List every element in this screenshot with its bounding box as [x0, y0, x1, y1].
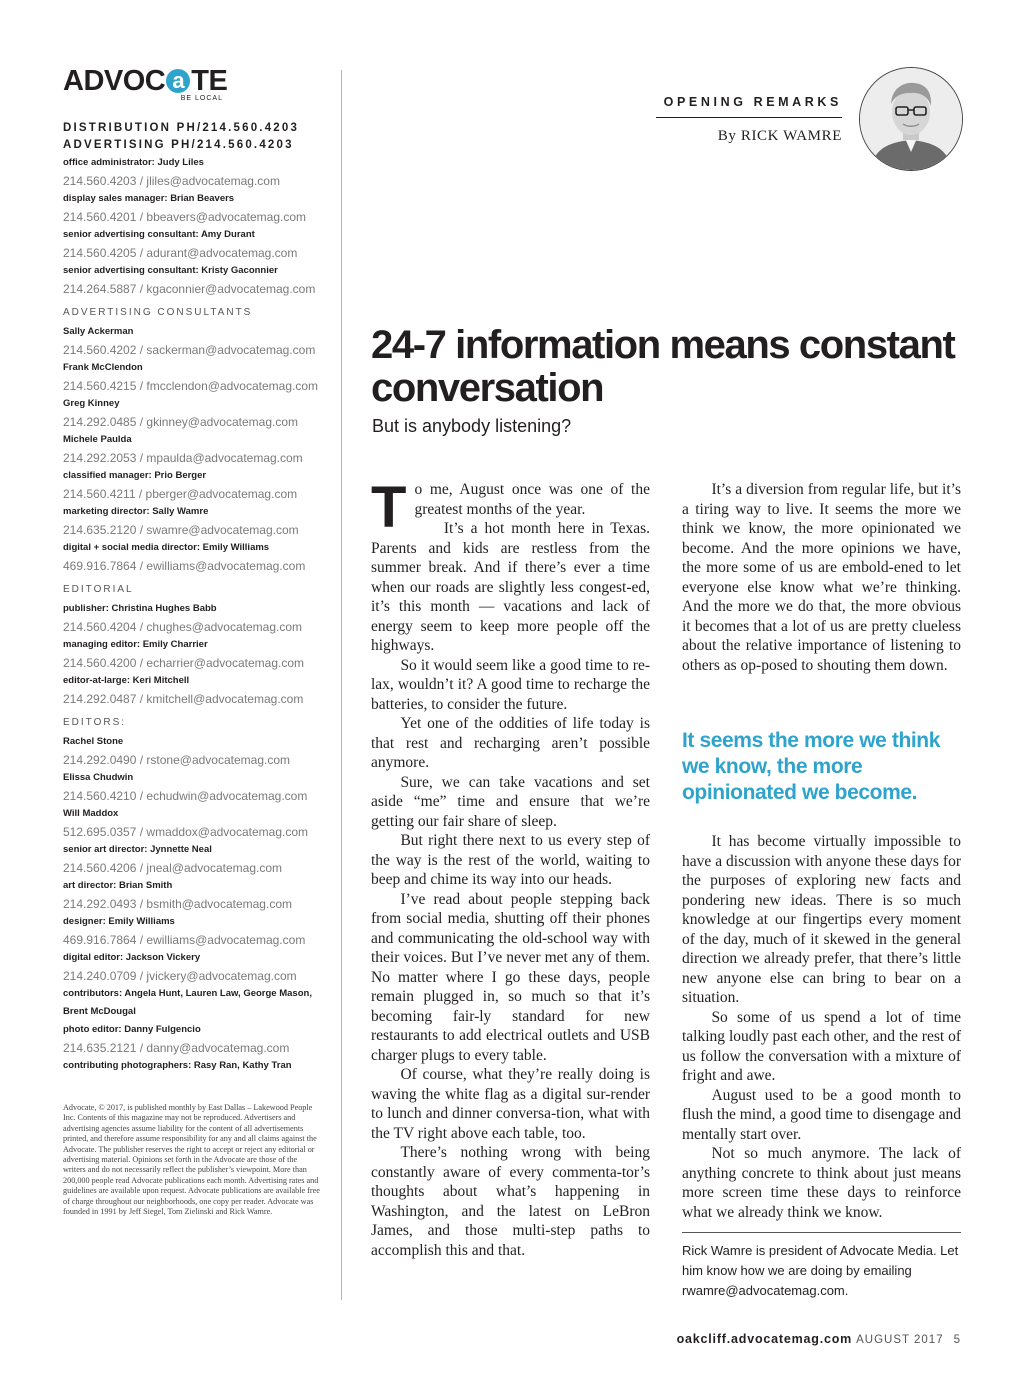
contributors-line: Brent McDougal: [63, 1006, 136, 1017]
staff-role: Michele Paulda: [63, 434, 132, 445]
contributors-line: contributors: Angela Hunt, Lauren Law, George Mason,: [63, 988, 312, 999]
staff-contact: 214.560.4210 / echudwin@advocatemag.com: [63, 789, 308, 803]
staff-role: digital + social media director: Emily Williams: [63, 542, 270, 553]
staff-role: designer: Emily Williams: [63, 916, 175, 927]
staff-role: art director: Brian Smith: [63, 880, 173, 891]
consultants-list: [63, 323, 333, 575]
staff-role: digital editor: Jackson Vickery: [63, 952, 201, 963]
article-paragraph: Sure, we can take vacations and set aside “me” time and ensure that we’re getting our fair share of sleep.: [371, 773, 650, 830]
article-paragraph: So it would seem like a good time to re-lax, wouldn’t it? A good time to recharge the batteries, to consider the future.: [371, 656, 650, 713]
portrait-illustration: [860, 68, 962, 170]
article-paragraph: Of course, what they’re really doing is waving the white flag as a digital sur-render to lunch and dinner conversa-tion, what with the TV right above each table, too.: [371, 1066, 650, 1142]
page-number: 5: [953, 1334, 960, 1346]
article-subhead: But is anybody listening?: [372, 416, 572, 436]
article-paragraph: I’ve read about people stepping back from social media, shutting off their phones and communicating the old-school way with their voices. But I’ve never met any of them. No matter where I go these days, people remain plugged in, so much so that it’s becoming fair-ly standard for new restaurants to add electrical outlets and USB charger plugs to every table.: [371, 890, 650, 1064]
staff-role: managing editor: Emily Charrier: [63, 639, 208, 650]
byline: By RICK WAMRE: [717, 128, 842, 144]
article-paragraph: Not so much anymore. The lack of anything concrete to think about just means more screen time these days to reinforce what we already think we know.: [682, 1145, 961, 1221]
staff-contact: 214.635.2121 / danny@advocatemag.com: [63, 1041, 290, 1055]
article-headline: 24-7 information means constant conversation: [371, 323, 955, 410]
article-paragraph: It’s a diversion from regular life, but it’s a tiring way to live. It seems the more we think we know, the more opinionated we become. And the more opinions we have, the more some of us are embold-ened to let everyone else know what we’re thinking. And the more we do that, the more obvious it becomes that a lot of us are pretty clueless about the relative importance of listening to others as op-posed to shouting them down.: [682, 481, 961, 674]
bio-rule: [682, 1232, 961, 1233]
staff-contact: 214.292.0493 / bsmith@advocatemag.com: [63, 897, 292, 911]
staff-role: senior advertising consultant: Kristy Gaconnier: [63, 265, 278, 276]
staff-role: editor-at-large: Keri Mitchell: [63, 675, 190, 686]
staff-contact: 469.916.7864 / ewilliams@advocatemag.com: [63, 933, 306, 947]
logo-tagline: BE LOCAL: [180, 95, 223, 102]
staff-role: Rachel Stone: [63, 736, 124, 747]
staff-role: display sales manager: Brian Beavers: [63, 193, 235, 204]
staff-contact: 214.560.4203 / jliles@advocatemag.com: [63, 174, 280, 188]
article-column-2-top: [682, 480, 961, 675]
staff-contact: 214.560.4205 / adurant@advocatemag.com: [63, 246, 298, 260]
photographers-line: contributing photographers: Rasy Ran, Kathy Tran: [63, 1060, 292, 1071]
staff-contact: 214.292.0490 / rstone@advocatemag.com: [63, 753, 290, 767]
editors-heading: EDITORS:: [63, 717, 127, 728]
article-column-2-bottom: [682, 832, 961, 1222]
staff-contact: 512.695.0357 / wmaddox@advocatemag.com: [63, 825, 308, 839]
staff-role: Sally Ackerman: [63, 326, 134, 337]
staff-role: publisher: Christina Hughes Babb: [63, 603, 217, 614]
masthead: [63, 66, 333, 1217]
staff-contact: 214.240.0709 / jvickery@advocatemag.com: [63, 969, 297, 983]
staff-list: [63, 154, 333, 298]
pull-quote: It seems the more we think we know, the more opinionated we become.: [682, 729, 941, 804]
footer-date: AUGUST 2017: [856, 1334, 944, 1346]
advertising-phone: ADVERTISING PH/214.560.4203: [63, 139, 294, 151]
advocate-logo[interactable]: ADVOC a TE: [63, 65, 228, 97]
staff-contact: 214.560.4204 / chughes@advocatemag.com: [63, 620, 303, 634]
article-paragraph: So some of us spend a lot of time talking loudly past each other, and the rest of us follow the conversation with a mixture of fright and awe.: [682, 1008, 961, 1084]
staff-contact: 214.560.4202 / sackerman@advocatemag.com: [63, 343, 316, 357]
staff-role: senior art director: Jynnette Neal: [63, 844, 212, 855]
article-paragraph: But right there next to us every step of the way is the rest of the world, waiting to beep and chime its way into our heads.: [371, 832, 650, 888]
article-paragraph: August used to be a good month to flush the mind, a good time to disengage and mentally start over.: [682, 1086, 961, 1143]
staff-contact: 214.560.4200 / echarrier@advocatemag.com: [63, 656, 304, 670]
editorial-heading: EDITORIAL: [63, 584, 134, 595]
phone-block: [63, 120, 333, 154]
staff-contact: 214.292.0487 / kmitchell@advocatemag.com: [63, 692, 304, 706]
page-footer: [600, 1330, 960, 1348]
advertising-consultants-heading: ADVERTISING CONSULTANTS: [63, 307, 253, 318]
staff-contact: 214.560.4215 / fmcclendon@advocatemag.com: [63, 379, 319, 393]
column-divider: [341, 70, 342, 1300]
staff-contact: 214.292.0485 / gkinney@advocatemag.com: [63, 415, 299, 429]
staff-contact: 214.560.4211 / pberger@advocatemag.com: [63, 487, 298, 501]
staff-contact: 214.292.2053 / mpaulda@advocatemag.com: [63, 451, 303, 465]
article-paragraph: To me, August once was one of the greatest months of the year.: [371, 475, 650, 540]
article-paragraph: Yet one of the oddities of life today is that rest and recharging aren’t possible anymore.: [371, 715, 650, 771]
staff-contact: 469.916.7864 / ewilliams@advocatemag.com: [63, 559, 306, 573]
staff-role: marketing director: Sally Wamre: [63, 506, 209, 517]
legal-notice: Advocate, © 2017, is published monthly by East Dallas – Lakewood People Inc. Contents of this magazine may not be reproduced. Advertisers and advertising agencies assume liability for the content of all advertisements printed, and therefore assume responsibility for any and all claims against the Advocate. The publisher reserves the right to accept or reject any editorial or advertising material. Opinions set forth in the Advocate are those of the writers and do not necessarily reflect the publisher’s viewpoint. More than 200,000 people read Advocate publications each month. Advertising rates and guidelines are available upon request. Advocate publications are available free of charge throughout our neighborhoods, one copy per reader. Advocate was founded in 1991 by Jeff Siegel, Tom Zielinski and Rick Wamre.: [63, 1103, 320, 1217]
drop-cap: T: [371, 475, 407, 540]
staff-role: Elissa Chudwin: [63, 772, 134, 783]
staff-role: classified manager: Prio Berger: [63, 470, 207, 481]
staff-role: senior advertising consultant: Amy Durant: [63, 229, 255, 240]
distribution-phone: DISTRIBUTION PH/214.560.4203: [63, 122, 300, 134]
staff-role: Will Maddox: [63, 808, 119, 819]
column-title: OPENING REMARKS: [663, 95, 842, 109]
author-portrait: [859, 67, 963, 171]
staff-role: Frank McClendon: [63, 362, 143, 373]
staff-contact: 214.264.5887 / kgaconnier@advocatemag.com: [63, 282, 316, 296]
article-paragraph: It has become virtually impossible to have a discussion with anyone these days for the purposes of exploring new facts and pondering new ideas. There is so much knowledge at our fingertips every moment of the day, much of it skewed in the general direction we already prefer, that there’s little new anyone else can bring to bear on a situation.: [682, 833, 961, 1006]
header-rule: [656, 117, 842, 118]
staff-contact: 214.635.2120 / swamre@advocatemag.com: [63, 523, 299, 537]
editorial-list: [63, 600, 333, 708]
article-paragraph: It’s a hot month here in Texas. Parents and kids are restless from the summer break. And if there’s ever a time when our roads are slightly less congest-ed, it’s this month — vacations and lack of energy seem to keep more people off the highways.: [371, 520, 650, 654]
staff-role: photo editor: Danny Fulgencio: [63, 1024, 201, 1035]
staff-contact: 214.560.4201 / bbeavers@advocatemag.com: [63, 210, 307, 224]
staff-contact: 214.560.4206 / jneal@advocatemag.com: [63, 861, 282, 875]
author-bio: Rick Wamre is president of Advocate Media. Let him know how we are doing by emailing rwamre@advocatemag.com.: [682, 1243, 959, 1298]
footer-site-link[interactable]: oakcliff.advocatemag.com: [676, 1332, 853, 1346]
article-column-1: [371, 475, 650, 1260]
staff-role: Greg Kinney: [63, 398, 120, 409]
editors-list: [63, 733, 333, 1075]
staff-role: office administrator: Judy Liles: [63, 157, 204, 168]
article-paragraph: There’s nothing wrong with being constantly aware of every commenta-tor’s thoughts about what’s happening in Washington, and the latest on LeBron James, and those multi-step paths to accomplish this and that.: [371, 1144, 650, 1259]
